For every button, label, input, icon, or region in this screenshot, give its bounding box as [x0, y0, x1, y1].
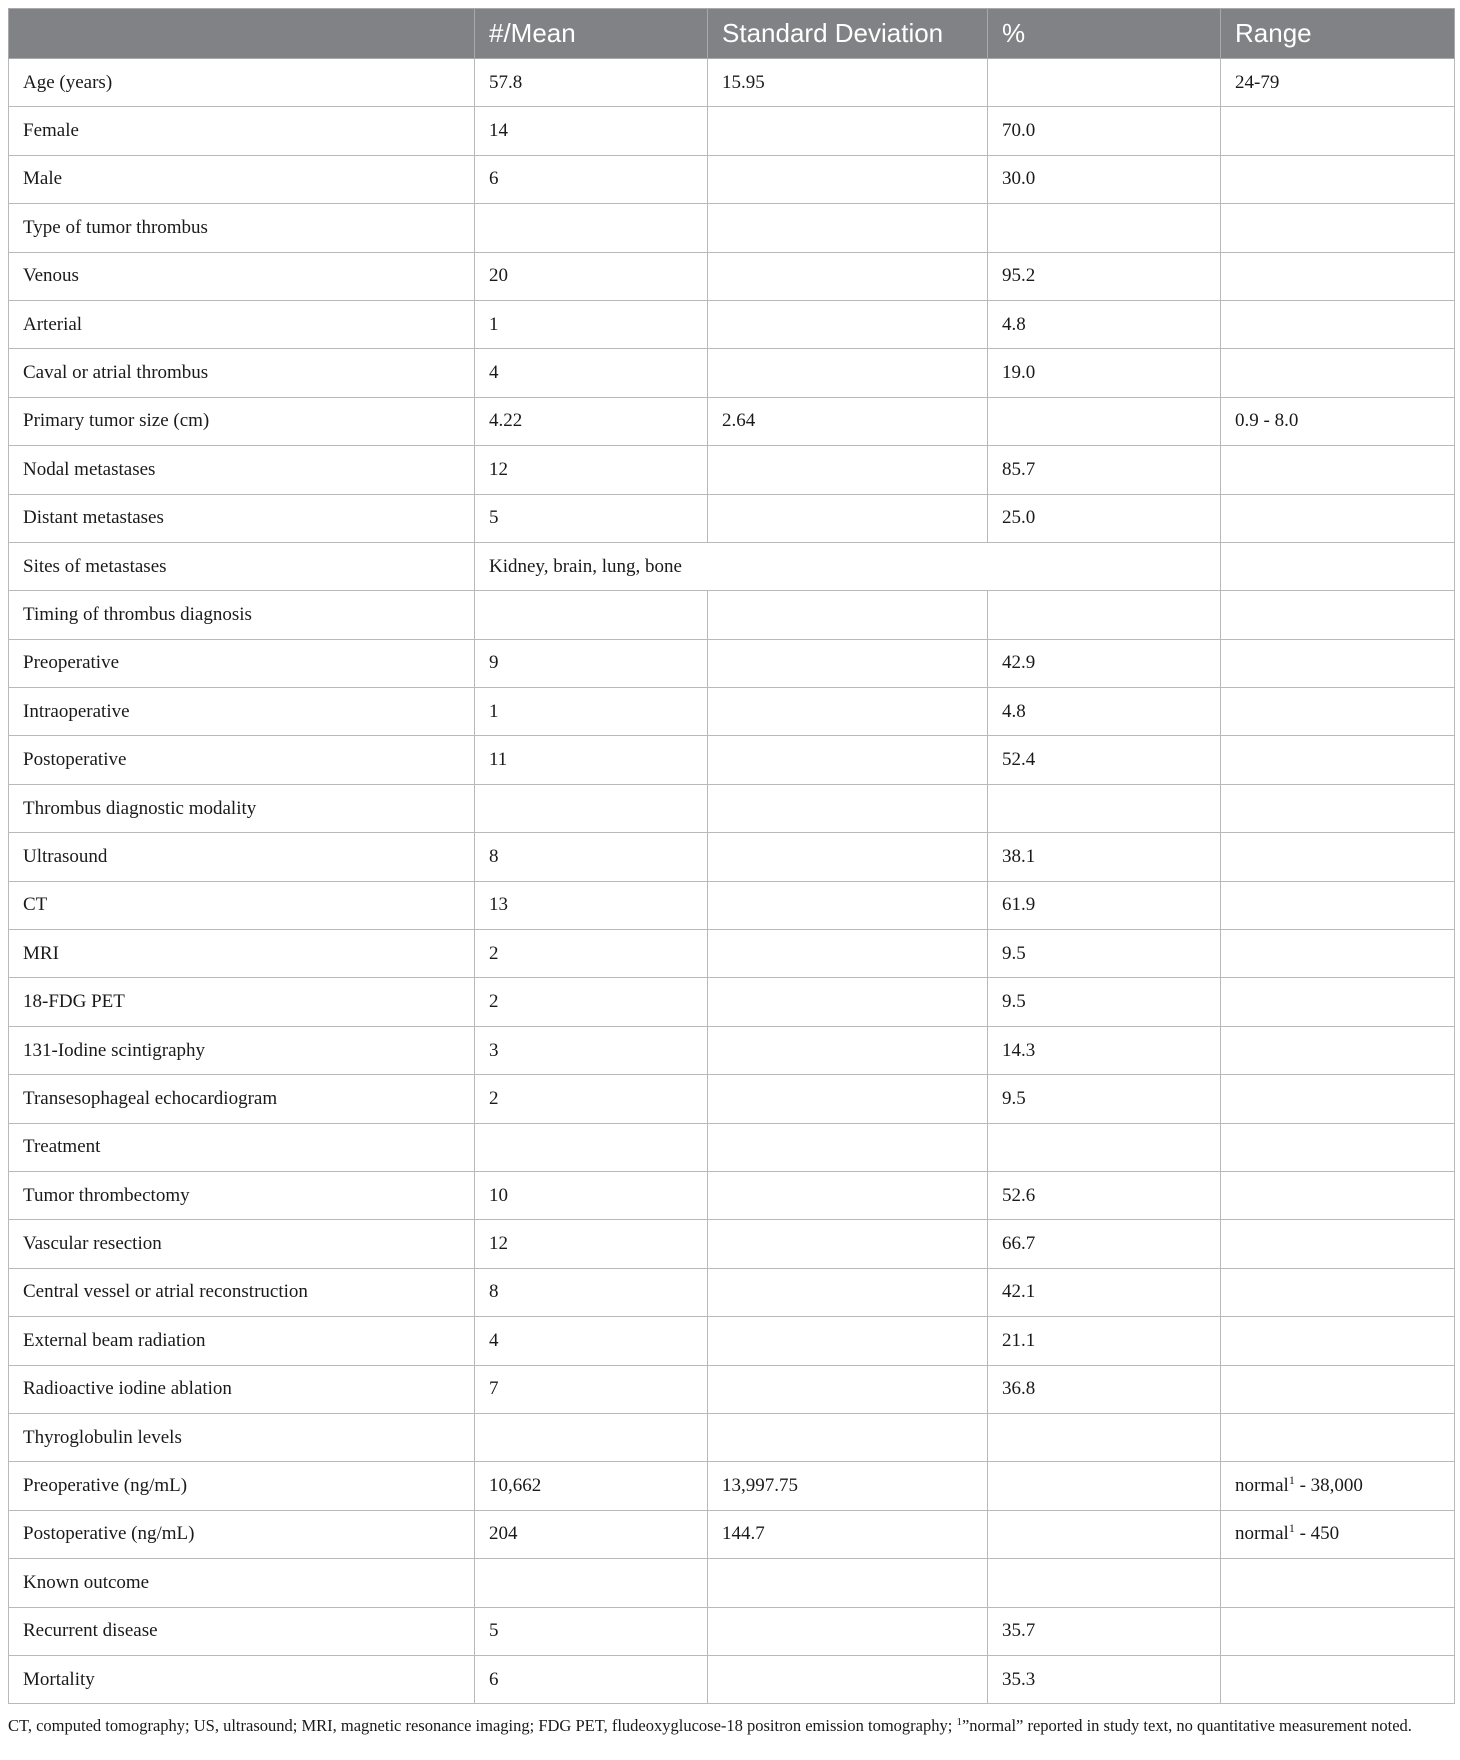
- mean-cell: 10: [475, 1171, 708, 1219]
- row-label-cell: Nodal metastases: [9, 446, 475, 494]
- table-row: [9, 1462, 1455, 1510]
- range-cell: 0.9 - 8.0: [1221, 397, 1455, 445]
- footnote-superscript: 1: [956, 1716, 962, 1728]
- sd-cell: [708, 1365, 988, 1413]
- percent-cell: [988, 204, 1221, 252]
- percent-cell: 42.9: [988, 639, 1221, 687]
- table-row: [9, 252, 1455, 300]
- row-label-cell: Sites of metastases: [9, 542, 475, 590]
- range-rest: - 38,000: [1294, 1475, 1363, 1497]
- range-cell: [1221, 591, 1455, 639]
- header-row: [9, 9, 1455, 59]
- mean-cell: 6: [475, 1655, 708, 1703]
- range-cell: [1221, 784, 1455, 832]
- row-label-cell: Vascular resection: [9, 1220, 475, 1268]
- percent-cell: 52.6: [988, 1171, 1221, 1219]
- row-label-cell: Primary tumor size (cm): [9, 397, 475, 445]
- range-rest: - 450: [1294, 1523, 1340, 1545]
- percent-cell: 25.0: [988, 494, 1221, 542]
- mean-cell: 8: [475, 833, 708, 881]
- footnote-text: CT, computed tomography; US, ultrasound; MRI, magnetic resonance imaging; FDG PET, fludeoxyglucose-18 positron emission tomography;: [8, 1716, 957, 1735]
- table-row: [9, 155, 1455, 203]
- mean-cell: [475, 784, 708, 832]
- sd-cell: [708, 446, 988, 494]
- row-label-cell: Treatment: [9, 1123, 475, 1171]
- mean-cell: 5: [475, 1607, 708, 1655]
- percent-cell: [988, 1559, 1221, 1607]
- sd-cell: [708, 1123, 988, 1171]
- table-row: [9, 446, 1455, 494]
- range-cell: [1221, 300, 1455, 348]
- table-row: [9, 1220, 1455, 1268]
- table-row: [9, 978, 1455, 1026]
- table-row: [9, 1559, 1455, 1607]
- sd-cell: 144.7: [708, 1510, 988, 1558]
- range-cell: [1221, 978, 1455, 1026]
- sd-cell: 2.64: [708, 397, 988, 445]
- table-row: [9, 397, 1455, 445]
- range-superscript: 1: [1288, 1521, 1295, 1536]
- percent-cell: 4.8: [988, 688, 1221, 736]
- percent-cell: [988, 1413, 1221, 1461]
- percent-cell: 70.0: [988, 107, 1221, 155]
- row-label-cell: Distant metastases: [9, 494, 475, 542]
- mean-cell: 9: [475, 639, 708, 687]
- percent-cell: 52.4: [988, 736, 1221, 784]
- range-cell: [1221, 155, 1455, 203]
- range-cell: [1221, 1268, 1455, 1316]
- row-label-cell: Postoperative: [9, 736, 475, 784]
- mean-cell: 2: [475, 930, 708, 978]
- mean-cell: 12: [475, 446, 708, 494]
- percent-cell: 30.0: [988, 155, 1221, 203]
- table-row: [9, 1413, 1455, 1461]
- range-cell: [1221, 881, 1455, 929]
- row-label-cell: Recurrent disease: [9, 1607, 475, 1655]
- sd-cell: [708, 204, 988, 252]
- table-body: [9, 59, 1455, 1704]
- row-label-cell: Mortality: [9, 1655, 475, 1703]
- sd-cell: [708, 1268, 988, 1316]
- percent-cell: [988, 1123, 1221, 1171]
- range-cell: [1221, 252, 1455, 300]
- table-row: [9, 881, 1455, 929]
- sd-cell: [708, 833, 988, 881]
- sd-cell: 15.95: [708, 59, 988, 107]
- mean-cell: 1: [475, 688, 708, 736]
- percent-cell: [988, 59, 1221, 107]
- range-cell: [1221, 1220, 1455, 1268]
- range-cell: [1221, 494, 1455, 542]
- table-row: [9, 1317, 1455, 1365]
- mean-cell: 204: [475, 1510, 708, 1558]
- row-label-cell: Transesophageal echocardiogram: [9, 1075, 475, 1123]
- table-row: [9, 1365, 1455, 1413]
- range-superscript: 1: [1288, 1473, 1295, 1488]
- table-row: [9, 107, 1455, 155]
- row-label-cell: Female: [9, 107, 475, 155]
- table-row: [9, 1123, 1455, 1171]
- sd-cell: [708, 1317, 988, 1365]
- table-row: [9, 639, 1455, 687]
- percent-cell: 9.5: [988, 930, 1221, 978]
- range-cell: [1221, 1607, 1455, 1655]
- table-row: [9, 736, 1455, 784]
- mean-cell: 13: [475, 881, 708, 929]
- sd-cell: [708, 1026, 988, 1074]
- row-label-cell: Age (years): [9, 59, 475, 107]
- merged-value-cell: Kidney, brain, lung, bone: [475, 542, 1221, 590]
- table-row: [9, 1510, 1455, 1558]
- sd-cell: [708, 978, 988, 1026]
- percent-cell: 4.8: [988, 300, 1221, 348]
- row-label-cell: Thyroglobulin levels: [9, 1413, 475, 1461]
- row-label-cell: Postoperative (ng/mL): [9, 1510, 475, 1558]
- mean-cell: 4: [475, 349, 708, 397]
- sd-cell: [708, 1655, 988, 1703]
- sd-cell: [708, 155, 988, 203]
- mean-cell: 57.8: [475, 59, 708, 107]
- range-cell: [1221, 1171, 1455, 1219]
- row-label-cell: Timing of thrombus diagnosis: [9, 591, 475, 639]
- sd-cell: [708, 591, 988, 639]
- range-cell: [1221, 1559, 1455, 1607]
- row-label-cell: Intraoperative: [9, 688, 475, 736]
- percent-cell: [988, 591, 1221, 639]
- table-row: [9, 494, 1455, 542]
- sd-cell: [708, 736, 988, 784]
- mean-cell: 6: [475, 155, 708, 203]
- footnote-rest: ”normal” reported in study text, no quantitative measurement noted.: [961, 1716, 1412, 1735]
- table-row: [9, 1607, 1455, 1655]
- row-label-cell: Ultrasound: [9, 833, 475, 881]
- sd-cell: 13,997.75: [708, 1462, 988, 1510]
- sd-cell: [708, 1220, 988, 1268]
- range-cell: [1221, 1365, 1455, 1413]
- mean-cell: 7: [475, 1365, 708, 1413]
- range-cell: [1221, 446, 1455, 494]
- range-cell: [1221, 930, 1455, 978]
- mean-cell: [475, 1559, 708, 1607]
- range-cell: [1221, 107, 1455, 155]
- row-label-cell: 131-Iodine scintigraphy: [9, 1026, 475, 1074]
- percent-cell: 85.7: [988, 446, 1221, 494]
- mean-cell: 20: [475, 252, 708, 300]
- range-cell: 24-79: [1221, 59, 1455, 107]
- table-row: [9, 784, 1455, 832]
- percent-cell: 35.7: [988, 1607, 1221, 1655]
- range-text: normal: [1235, 1475, 1289, 1497]
- percent-cell: 61.9: [988, 881, 1221, 929]
- table-row: [9, 1655, 1455, 1703]
- range-text: normal: [1235, 1523, 1289, 1545]
- range-cell: [1221, 1413, 1455, 1461]
- table-row: [9, 542, 1455, 590]
- percent-cell: 21.1: [988, 1317, 1221, 1365]
- data-table: [8, 8, 1455, 1704]
- mean-cell: 5: [475, 494, 708, 542]
- row-label-cell: Thrombus diagnostic modality: [9, 784, 475, 832]
- percent-cell: 19.0: [988, 349, 1221, 397]
- row-label-cell: MRI: [9, 930, 475, 978]
- mean-cell: 4: [475, 1317, 708, 1365]
- row-label-cell: 18-FDG PET: [9, 978, 475, 1026]
- table-row: [9, 204, 1455, 252]
- percent-cell: 42.1: [988, 1268, 1221, 1316]
- row-label-cell: External beam radiation: [9, 1317, 475, 1365]
- header-cell-pct: %: [988, 9, 1221, 59]
- sd-cell: [708, 1075, 988, 1123]
- mean-cell: 2: [475, 1075, 708, 1123]
- table-row: [9, 59, 1455, 107]
- table-footnote: [8, 1716, 1452, 1735]
- range-cell: [1221, 349, 1455, 397]
- mean-cell: 11: [475, 736, 708, 784]
- mean-cell: [475, 204, 708, 252]
- range-cell: [1221, 1317, 1455, 1365]
- mean-cell: [475, 1413, 708, 1461]
- mean-cell: 14: [475, 107, 708, 155]
- row-label-cell: Radioactive iodine ablation: [9, 1365, 475, 1413]
- mean-cell: [475, 591, 708, 639]
- mean-cell: 12: [475, 1220, 708, 1268]
- row-label-cell: Tumor thrombectomy: [9, 1171, 475, 1219]
- mean-cell: 1: [475, 300, 708, 348]
- percent-cell: 9.5: [988, 978, 1221, 1026]
- percent-cell: 35.3: [988, 1655, 1221, 1703]
- row-label-cell: Preoperative (ng/mL): [9, 1462, 475, 1510]
- header-cell-mean: #/Mean: [475, 9, 708, 59]
- table-row: [9, 349, 1455, 397]
- sd-cell: [708, 639, 988, 687]
- table-row: [9, 1026, 1455, 1074]
- table-row: [9, 591, 1455, 639]
- table-row: [9, 930, 1455, 978]
- table-row: [9, 1171, 1455, 1219]
- mean-cell: 8: [475, 1268, 708, 1316]
- mean-cell: 3: [475, 1026, 708, 1074]
- table-row: [9, 833, 1455, 881]
- percent-cell: 95.2: [988, 252, 1221, 300]
- row-label-cell: Preoperative: [9, 639, 475, 687]
- range-cell: [1221, 1026, 1455, 1074]
- percent-cell: 38.1: [988, 833, 1221, 881]
- header-cell-range: Range: [1221, 9, 1455, 59]
- percent-cell: 9.5: [988, 1075, 1221, 1123]
- sd-cell: [708, 881, 988, 929]
- percent-cell: 14.3: [988, 1026, 1221, 1074]
- row-label-cell: Male: [9, 155, 475, 203]
- sd-cell: [708, 1413, 988, 1461]
- table-row: [9, 688, 1455, 736]
- header-cell-label: [9, 9, 475, 59]
- row-label-cell: Type of tumor thrombus: [9, 204, 475, 252]
- range-cell: [1221, 639, 1455, 687]
- row-label-cell: Arterial: [9, 300, 475, 348]
- range-cell: [1221, 1655, 1455, 1703]
- range-cell: [1221, 833, 1455, 881]
- range-cell: [1221, 1123, 1455, 1171]
- percent-cell: [988, 784, 1221, 832]
- range-cell: [1221, 1462, 1455, 1510]
- sd-cell: [708, 930, 988, 978]
- range-cell: [1221, 204, 1455, 252]
- row-label-cell: Caval or atrial thrombus: [9, 349, 475, 397]
- sd-cell: [708, 1607, 988, 1655]
- sd-cell: [708, 300, 988, 348]
- percent-cell: [988, 397, 1221, 445]
- percent-cell: 36.8: [988, 1365, 1221, 1413]
- row-label-cell: Venous: [9, 252, 475, 300]
- table-container: [8, 8, 1454, 1704]
- sd-cell: [708, 494, 988, 542]
- header-cell-sd: Standard Deviation: [708, 9, 988, 59]
- row-label-cell: Known outcome: [9, 1559, 475, 1607]
- range-cell: [1221, 1510, 1455, 1558]
- percent-cell: [988, 1510, 1221, 1558]
- sd-cell: [708, 1171, 988, 1219]
- row-label-cell: CT: [9, 881, 475, 929]
- range-cell: [1221, 542, 1455, 590]
- sd-cell: [708, 784, 988, 832]
- range-cell: [1221, 736, 1455, 784]
- sd-cell: [708, 688, 988, 736]
- table-row: [9, 1268, 1455, 1316]
- percent-cell: 66.7: [988, 1220, 1221, 1268]
- sd-cell: [708, 349, 988, 397]
- range-cell: [1221, 1075, 1455, 1123]
- sd-cell: [708, 1559, 988, 1607]
- row-label-cell: Central vessel or atrial reconstruction: [9, 1268, 475, 1316]
- sd-cell: [708, 107, 988, 155]
- mean-cell: 2: [475, 978, 708, 1026]
- percent-cell: [988, 1462, 1221, 1510]
- sd-cell: [708, 252, 988, 300]
- mean-cell: [475, 1123, 708, 1171]
- range-cell: [1221, 688, 1455, 736]
- table-row: [9, 1075, 1455, 1123]
- table-row: [9, 300, 1455, 348]
- mean-cell: 10,662: [475, 1462, 708, 1510]
- mean-cell: 4.22: [475, 397, 708, 445]
